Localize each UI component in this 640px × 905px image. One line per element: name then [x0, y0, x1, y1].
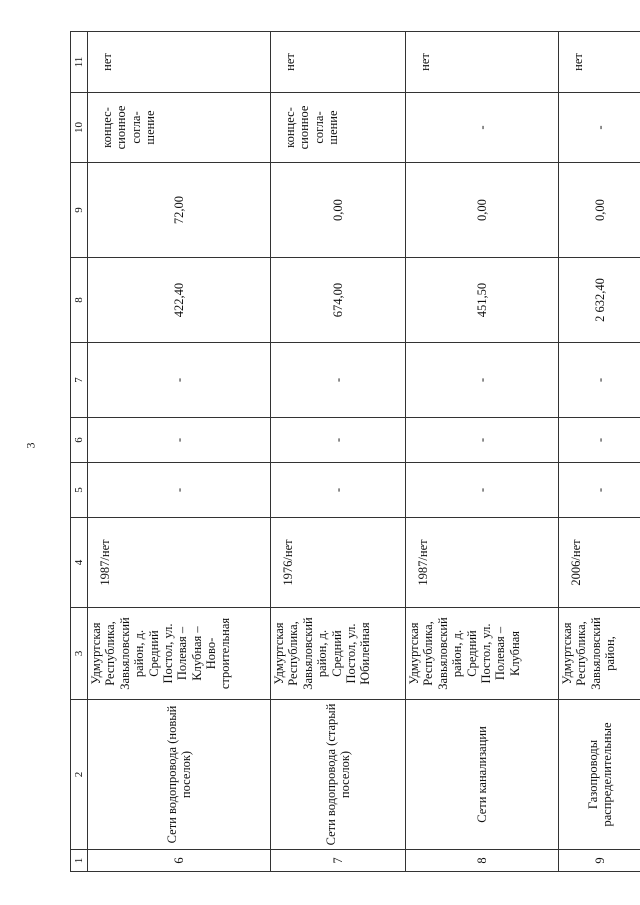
- asset-name: Сети водопровода (старый поселок): [271, 700, 406, 850]
- page-number: 3: [23, 442, 38, 449]
- asset-name: Сети канализации: [406, 700, 559, 850]
- asset-address: Удмуртская Республика, Завьяловский район, д. Средний Постол, ул. Юбилейная: [271, 608, 406, 700]
- asset-address: Удмуртская Республика, Завьяловский район, д. Средний Постол, ул. Полевая – Клубная: [406, 608, 559, 700]
- asset-year: 1976/нет: [271, 518, 406, 608]
- cell-col11: нет: [406, 32, 559, 93]
- asset-address: Удмуртская Республика, Завьяловский район, д. Средний Постол, ул. Полевая – Клубная – Ново-строительная: [88, 608, 271, 700]
- asset-year: 1987/нет: [406, 518, 559, 608]
- row-number: 7: [271, 850, 406, 872]
- header-cell: 6: [71, 418, 88, 463]
- asset-address: Удмуртская Республика, Завьяловский район,: [559, 608, 640, 700]
- table-row: [559, 32, 640, 872]
- cell-col9: 0,00: [406, 163, 559, 258]
- cell-col6: -: [88, 418, 271, 463]
- asset-name: Газопроводы распределительные: [559, 700, 640, 850]
- cell-col5: -: [271, 463, 406, 518]
- cell-col8: 674,00: [271, 258, 406, 343]
- row-number: 6: [88, 850, 271, 872]
- header-cell: 5: [71, 463, 88, 518]
- asset-year: 2006/нет: [559, 518, 640, 608]
- cell-col6: -: [271, 418, 406, 463]
- cell-col9: 72,00: [88, 163, 271, 258]
- header-cell: 1: [71, 850, 88, 872]
- header-cell: 11: [71, 32, 88, 93]
- cell-col7: -: [271, 343, 406, 418]
- asset-name: Сети водопровода (новый поселок): [88, 700, 271, 850]
- cell-col11: нет: [88, 32, 271, 93]
- cell-col11: нет: [271, 32, 406, 93]
- cell-col7: -: [88, 343, 271, 418]
- header-cell: 7: [71, 343, 88, 418]
- cell-col8: 422,40: [88, 258, 271, 343]
- asset-year: 1987/нет: [88, 518, 271, 608]
- header-cell: 3: [71, 608, 88, 700]
- cell-col7: -: [559, 343, 640, 418]
- cell-col10: -: [559, 93, 640, 163]
- header-cell: 2: [71, 700, 88, 850]
- cell-col10: концес-сионное согла-шение: [88, 93, 271, 163]
- table-row: [88, 32, 271, 872]
- cell-col8: 451,50: [406, 258, 559, 343]
- cell-col6: -: [559, 418, 640, 463]
- row-number: 9: [559, 850, 640, 872]
- header-row: [71, 32, 88, 872]
- header-cell: 8: [71, 258, 88, 343]
- header-cell: 9: [71, 163, 88, 258]
- row-number: 8: [406, 850, 559, 872]
- cell-col5: -: [88, 463, 271, 518]
- cell-col6: -: [406, 418, 559, 463]
- cell-col11: нет: [559, 32, 640, 93]
- cell-col8: 2 632,40: [559, 258, 640, 343]
- assets-table: [70, 31, 640, 872]
- table-row: [406, 32, 559, 872]
- cell-col10: -: [406, 93, 559, 163]
- cell-col7: -: [406, 343, 559, 418]
- cell-col10: концес-сионное согла-шение: [271, 93, 406, 163]
- rotated-table-container: [70, 32, 618, 872]
- cell-col5: -: [406, 463, 559, 518]
- cell-col9: 0,00: [271, 163, 406, 258]
- table-row: [271, 32, 406, 872]
- header-cell: 4: [71, 518, 88, 608]
- cell-col9: 0,00: [559, 163, 640, 258]
- cell-col5: -: [559, 463, 640, 518]
- header-cell: 10: [71, 93, 88, 163]
